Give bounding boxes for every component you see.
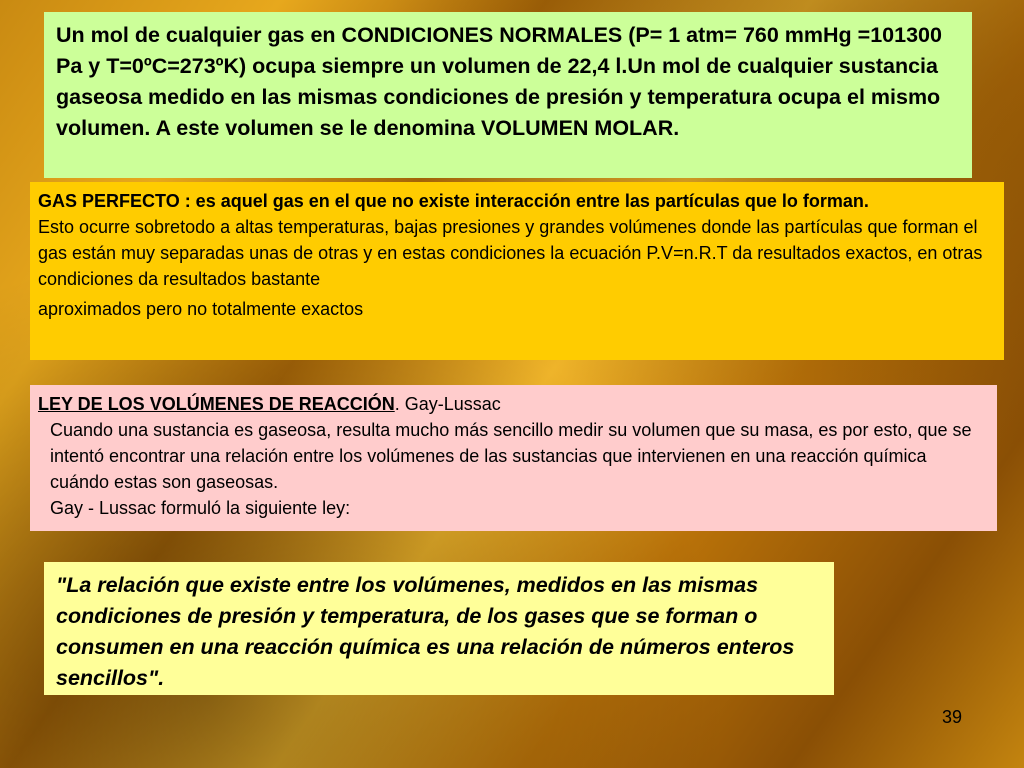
ideal-gas-box xyxy=(30,182,1004,360)
gay-lussac-title: LEY DE LOS VOLÚMENES DE REACCIÓN xyxy=(38,394,395,414)
law-quote-box xyxy=(44,562,834,695)
molar-volume-box xyxy=(44,12,972,178)
gay-lussac-box xyxy=(30,385,997,531)
page-number: 39 xyxy=(941,707,962,727)
ideal-gas-definition: GAS PERFECTO : es aquel gas en el que no existe interacción entre las partículas que lo forman. xyxy=(38,191,869,211)
law-quote-text: "La relación que existe entre los volúmenes, medidos en las mismas condiciones de presión y temperatura, de los gases que se forman o consumen en una reacción química es una relación de números enteros sencillos". xyxy=(56,573,795,690)
gay-lussac-intro: Gay - Lussac formuló la siguiente ley: xyxy=(50,498,351,518)
gay-lussac-paragraph: Cuando una sustancia es gaseosa, resulta mucho más sencillo medir su volumen que su masa, es por esto, que se intentó encontrar una relación entre los volúmenes de las sustancias que intervienen en una reacción química cuándo estas son gaseosas. xyxy=(50,420,972,492)
gay-lussac-author: . Gay-Lussac xyxy=(394,394,501,414)
ideal-gas-body: Esto ocurre sobretodo a altas temperaturas, bajas presiones y grandes volúmenes donde las partículas que forman el gas están muy separadas unas de otras y en estas condiciones la ecuación P.V=n.R.T da resultados exactos, en otras condiciones da resultados bastante xyxy=(38,217,983,289)
ideal-gas-last-line: aproximados pero no totalmente exactos xyxy=(38,299,364,319)
molar-volume-text: Un mol de cualquier gas en CONDICIONES NORMALES (P= 1 atm= 760 mmHg =101300 Pa y T=0ºC=273ºK) ocupa siempre un volumen de 22,4 l.Un mol de cualquier sustancia gaseosa medido en las mismas condiciones de presión y temperatura ocupa el mismo volumen. A este volumen se le denomina VOLUMEN MOLAR. xyxy=(56,23,942,140)
